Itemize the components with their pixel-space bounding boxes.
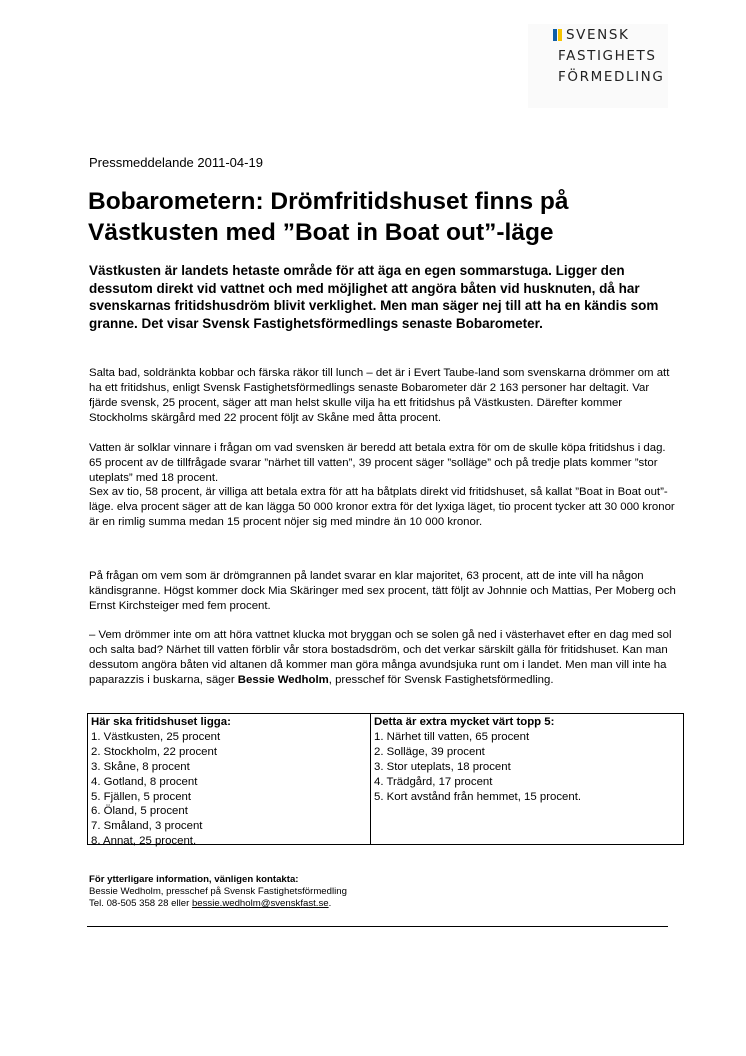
body-paragraph-3: Sex av tio, 58 procent, är villiga att betala extra för att ha båtplats direkt vid fritidshuset, så kallat ”Boat in Boat out”-läge. elva procent säger att de kan lägga 50 000 kronor extra för det lyxiga läget, tio procent tycker att 30 000 kronor är en rimlig summa medan 15 procent nöjer sig med mindre än 10 000 kronor.: [89, 486, 675, 529]
contact-email-suffix: .: [328, 898, 332, 909]
extra-value-column: [371, 714, 683, 844]
list-item: 1. Västkusten, 25 procent: [91, 730, 221, 743]
location-ranking-column: [88, 714, 371, 848]
logo-line-1: SVENSK: [566, 27, 630, 43]
quote-paragraph: [89, 628, 679, 688]
contact-block: [89, 874, 347, 910]
logo-line-3: FÖRMEDLING: [558, 69, 665, 85]
list-item: 5. Kort avstånd från hemmet, 15 procent.: [374, 790, 582, 803]
list-item: 6. Öland, 5 procent: [91, 805, 188, 818]
location-ranking-list: [91, 730, 367, 849]
extra-value-title: Detta är extra mycket värt topp 5:: [374, 716, 555, 728]
logo-line-2: FASTIGHETS: [558, 48, 657, 64]
list-item: 7. Småland, 3 procent: [91, 820, 203, 833]
quote-attribution: , presschef för Svensk Fastighetsförmedling.: [328, 674, 554, 687]
flag-blue-stripe: [553, 29, 557, 41]
list-item: 8. Annat, 25 procent.: [91, 835, 197, 848]
quote-text: – Vem drömmer inte om att höra vattnet klucka mot bryggan och se solen gå ned i västerhavet efter en dag med sol och salta bad? Närhet till vatten förblir vår stora bostadsdröm, och det verkar särskilt gälla för fritidshuset. Kan man dessutom angöra båten vid altanen då kommer man göra många avundsjuka runt om i landet. Men man vill inte ha paparazzis i buskarna, säger: [89, 629, 672, 687]
flag-yellow-stripe: [558, 29, 562, 41]
body-paragraph-4: På frågan om vem som är drömgrannen på landet svarar en klar majoritet, 63 procent, att de inte vill ha någon kändisgranne. Högst kommer dock Mia Skäringer med sex procent, tätt följt av Johnnie och Mattias, Per Moberg och Ernst Kirchsteiger med fem procent.: [89, 570, 676, 613]
list-item: 1. Närhet till vatten, 65 procent: [374, 730, 530, 743]
body-paragraph-1: Salta bad, soldränkta kobbar och färska räkor till lunch – det är i Evert Taube-land som svenskarna drömmer om att ha ett fritidshus, enligt Svensk Fastighetsförmedlings senaste Bobarometer där 2 163 personer har deltagit. Var fjärde svensk, 25 procent, säger att man helst skulle vilja ha ett fritidshus på Västkusten. Därefter kommer Stockholms skärgård med 22 procent följt av Skåne med åtta procent.: [89, 367, 670, 425]
contact-person: Bessie Wedholm, presschef på Svensk Fastighetsförmedling: [89, 886, 347, 897]
location-ranking-title: Här ska fritidshuset ligga:: [91, 716, 231, 728]
spokesperson-name: Bessie Wedholm: [237, 674, 329, 687]
list-item: 3. Stor uteplats, 18 procent: [374, 760, 511, 773]
list-item: 2. Stockholm, 22 procent: [91, 745, 217, 758]
footer-divider: [87, 926, 668, 927]
contact-heading: För ytterligare information, vänligen kontakta:: [89, 874, 299, 885]
list-item: 3. Skåne, 8 procent: [91, 760, 190, 773]
lead-paragraph: Västkusten är landets hetaste område för att äga en egen sommarstuga. Ligger den dessutom direkt vid vattnet och med möjlighet att angöra båten vid husknuten, då har svenskarnas fritidshusdröm blivit verklighet. Men man säger nej till att ha en kändis som granne. Det visar Svensk Fastighetsförmedlings senaste Bobarometer.: [89, 263, 659, 331]
extra-value-list: [374, 730, 680, 805]
contact-phone: Tel. 08-505 358 28 eller: [89, 898, 192, 909]
headline: Bobarometern: Drömfritidshuset finns på Västkusten med ”Boat in Boat out”-läge: [88, 188, 569, 246]
body-paragraph-2: Vatten är solklar vinnare i frågan om vad svensken är beredd att betala extra för om de skulle köpa fritidshus i dag. 65 procent av de tillfrågade svarar ”närhet till vatten”, 39 procent säger ”solläge” och på tredje plats kommer ”stor uteplats” med 18 procent.: [89, 442, 666, 485]
list-item: 4. Gotland, 8 procent: [91, 775, 198, 788]
contact-email-link[interactable]: bessie.wedholm@svenskfast.se: [191, 898, 329, 909]
swedish-flag-icon: [553, 29, 563, 41]
company-logo: [528, 24, 668, 108]
list-item: 4. Trädgård, 17 procent: [374, 775, 493, 788]
list-item: 2. Solläge, 39 procent: [374, 745, 485, 758]
facts-table: [87, 713, 684, 848]
press-release-date: Pressmeddelande 2011-04-19: [89, 155, 263, 170]
list-item: 5. Fjällen, 5 procent: [91, 790, 192, 803]
contact-phone-line: [89, 898, 347, 910]
